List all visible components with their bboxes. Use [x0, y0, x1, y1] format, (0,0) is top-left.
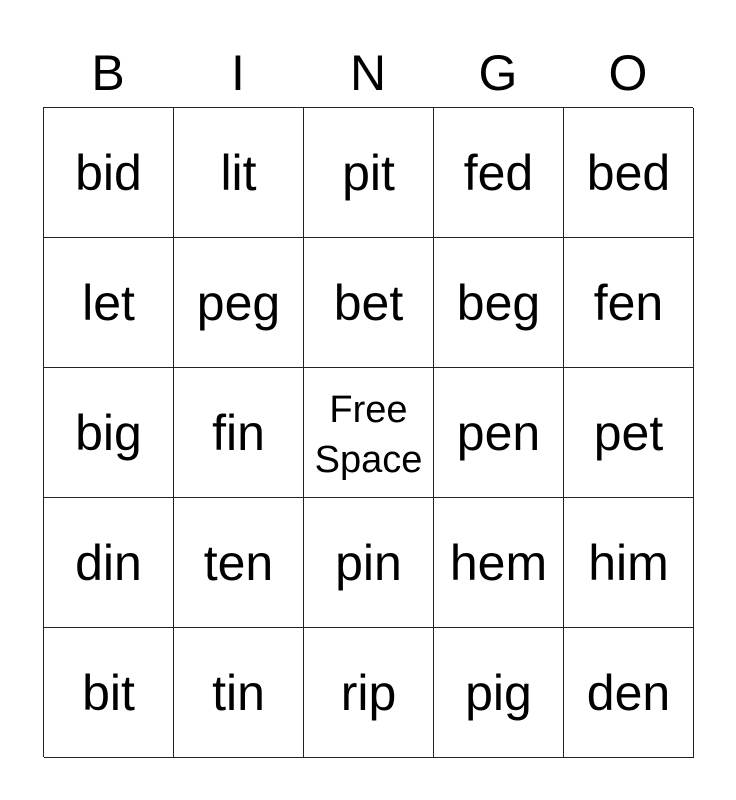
bingo-cell: peg	[174, 238, 304, 368]
bingo-cell: fen	[564, 238, 694, 368]
bingo-cell: hem	[434, 498, 564, 628]
header-letter-n: N	[349, 45, 387, 101]
header-letter-i: I	[231, 45, 245, 101]
free-space-line-2: Space	[314, 438, 423, 481]
bingo-cell: din	[44, 498, 174, 628]
bingo-cell: den	[564, 628, 694, 758]
header-letter-o: O	[608, 45, 648, 101]
bingo-header	[43, 40, 693, 106]
bingo-cell: ten	[174, 498, 304, 628]
bingo-cell: bid	[44, 108, 174, 238]
bingo-cell: fed	[434, 108, 564, 238]
header-letter-b: B	[91, 45, 125, 101]
bingo-cell: bed	[564, 108, 694, 238]
bingo-cell: pen	[434, 368, 564, 498]
bingo-cell: him	[564, 498, 694, 628]
bingo-cell: bet	[304, 238, 434, 368]
bingo-cell: lit	[174, 108, 304, 238]
free-space-line-1: Free	[329, 388, 408, 431]
bingo-cell: pin	[304, 498, 434, 628]
free-space-cell	[304, 368, 434, 498]
bingo-cell: pit	[304, 108, 434, 238]
bingo-cell: beg	[434, 238, 564, 368]
bingo-cell: pet	[564, 368, 694, 498]
bingo-cell: tin	[174, 628, 304, 758]
bingo-cell: big	[44, 368, 174, 498]
bingo-cell: rip	[304, 628, 434, 758]
bingo-cell: fin	[174, 368, 304, 498]
header-letter-g: G	[478, 45, 518, 101]
bingo-grid	[43, 107, 693, 757]
bingo-cell: bit	[44, 628, 174, 758]
bingo-cell: pig	[434, 628, 564, 758]
bingo-cell: let	[44, 238, 174, 368]
